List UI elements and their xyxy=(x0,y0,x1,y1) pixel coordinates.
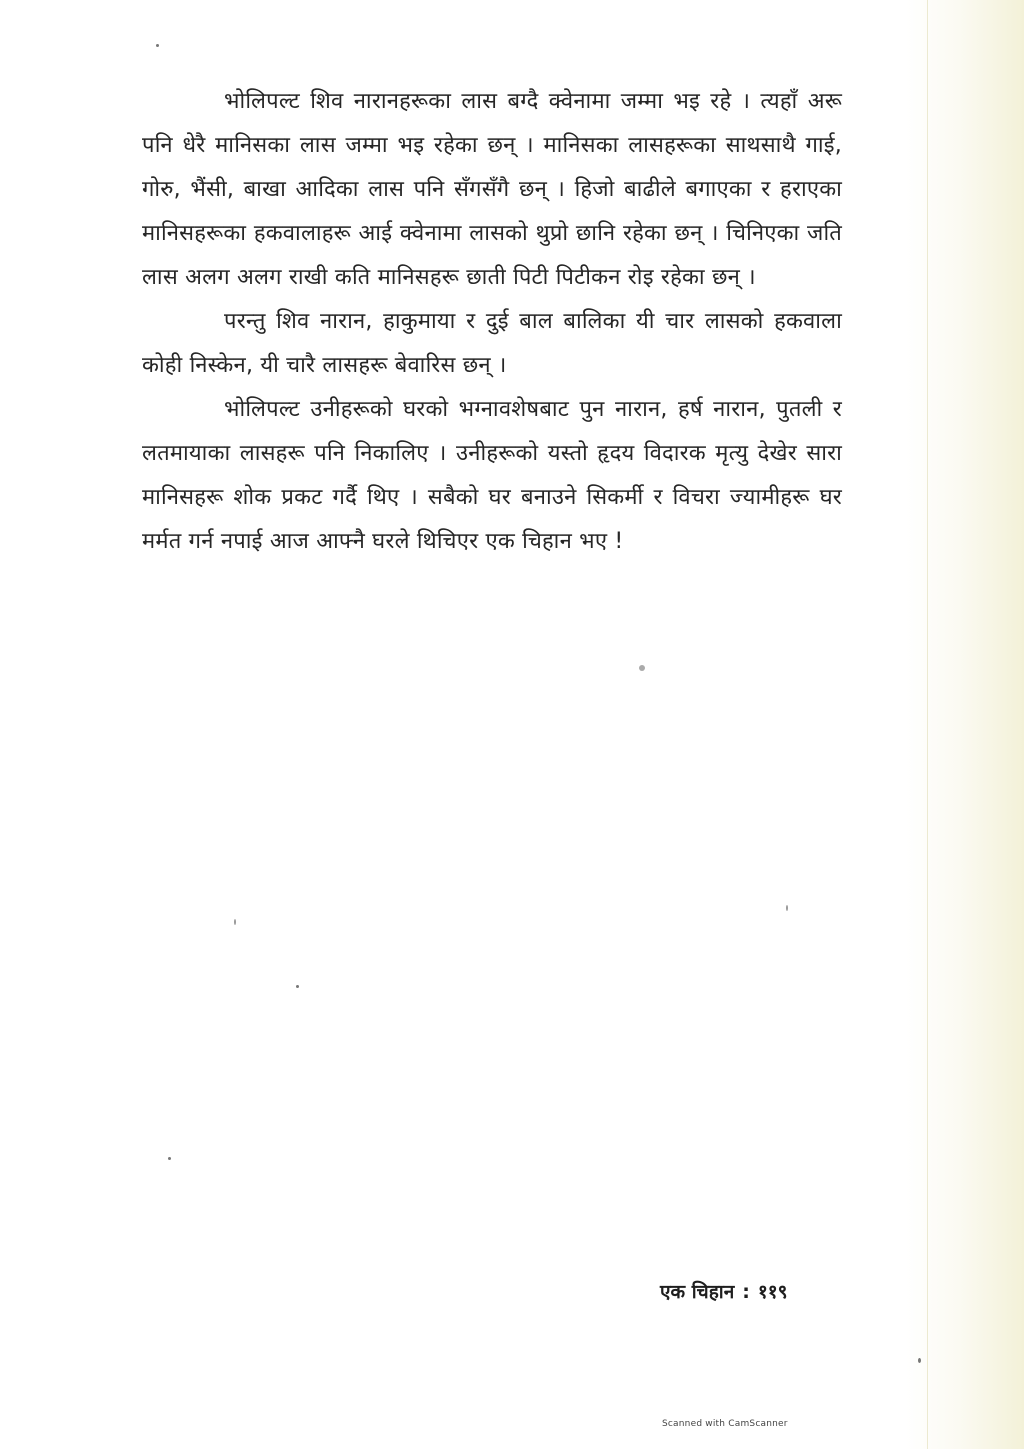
scan-speck xyxy=(234,919,236,925)
page-edge-shade xyxy=(906,0,1024,1449)
scanner-watermark: Scanned with CamScanner xyxy=(662,1419,788,1429)
scan-speck xyxy=(296,985,299,988)
body-text xyxy=(142,80,842,564)
scan-speck xyxy=(168,1157,171,1160)
paragraph-3: भोलिपल्ट उनीहरूको घरको भग्नावशेषबाट पुन नारान, हर्ष नारान, पुतली र लतमायाका लासहरू पनि निकालिए । उनीहरूको यस्तो हृदय विदारक मृत्यु देखेर सारा मानिसहरू शोक प्रकट गर्दै थिए । सबैको घर बनाउने सिकर्मी र विचरा ज्यामीहरू घर मर्मत गर्न नपाई आज आफ्नै घरले थिचिएर एक चिहान भए ! xyxy=(142,397,842,554)
page-fold-line xyxy=(927,0,928,1449)
page-footer xyxy=(660,1278,788,1304)
footer-separator: : xyxy=(742,1281,750,1303)
scan-speck xyxy=(786,905,788,911)
paragraph-1: भोलिपल्ट शिव नारानहरूका लास बग्दै क्वेनामा जम्मा भइ रहे । त्यहाँ अरू पनि धेरै मानिसका लास जम्मा भइ रहेका छन् । मानिसका लासहरूका साथसाथै गाई, गोरु, भैंसी, बाखा आदिका लास पनि सँगसँगै छन् । हिजो बाढीले बगाएका र हराएका मानिसहरूका हकवालाहरू आई क्वेनामा लासको थुप्रो छानि रहेका छन् । चिनिएका जति लास अलग अलग राखी कति मानिसहरू छाती पिटी पिटीकन रोइ रहेका छन् । xyxy=(142,89,842,290)
footer-page-number: ११९ xyxy=(757,1281,788,1303)
paragraph-2: परन्तु शिव नारान, हाकुमाया र दुई बाल बालिका यी चार लासको हकवाला कोही निस्केन, यी चारै लासहरू बेवारिस छन् । xyxy=(142,309,842,378)
footer-book-title: एक चिहान xyxy=(660,1281,735,1303)
scan-speck xyxy=(156,44,159,47)
scan-speck xyxy=(639,665,645,671)
scan-speck xyxy=(918,1358,921,1363)
